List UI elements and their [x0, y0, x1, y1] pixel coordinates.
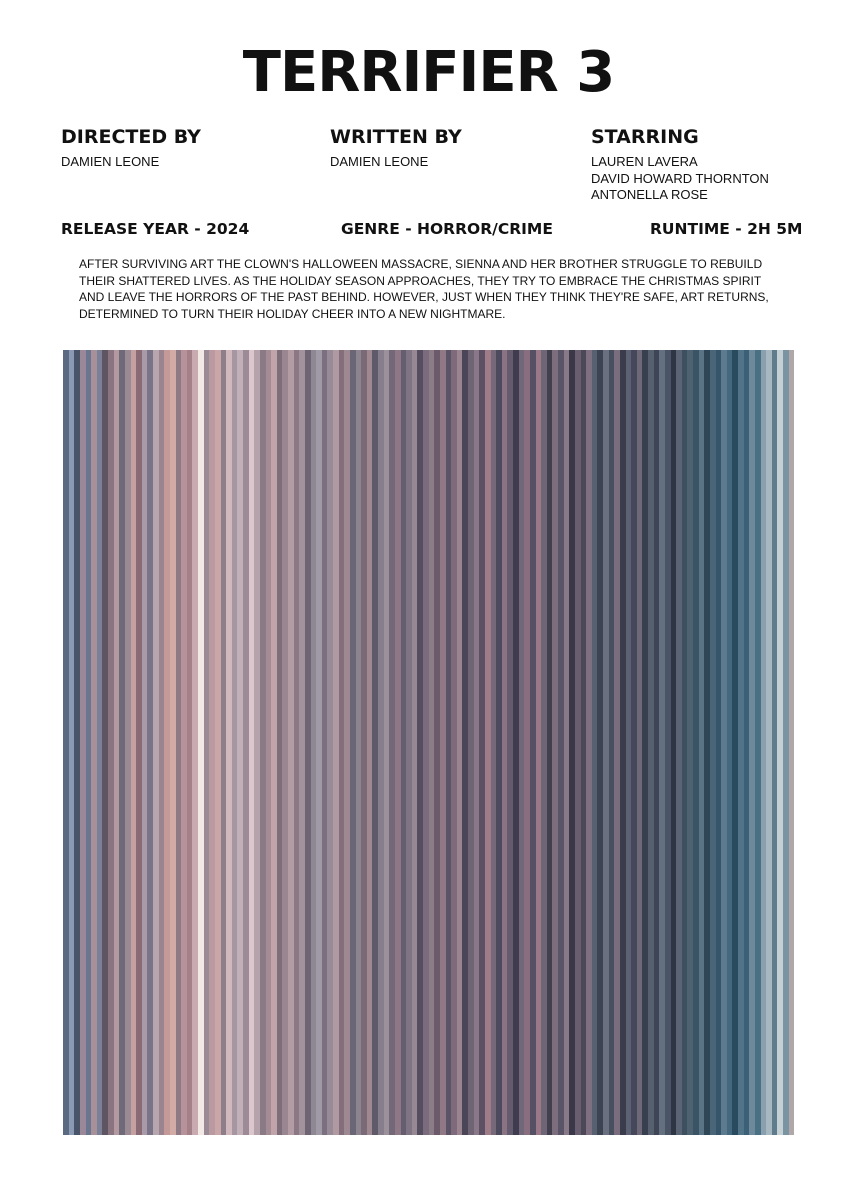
directed-by-block [61, 124, 201, 171]
written-by-block [330, 124, 462, 171]
starring-heading: STARRING [591, 126, 699, 148]
writer-names [330, 154, 462, 171]
cast-name: LAUREN LAVERA [591, 154, 698, 169]
cast-name: ANTONELLA ROSE [591, 187, 708, 202]
color-barcode [63, 350, 795, 1135]
director-names [61, 154, 201, 171]
cast-names [591, 154, 769, 204]
written-by-heading: WRITTEN BY [330, 126, 462, 148]
directed-by-heading: DIRECTED BY [61, 126, 201, 148]
runtime: RUNTIME - 2H 5M [650, 220, 803, 238]
writer-name: DAMIEN LEONE [330, 154, 429, 169]
genre: GENRE - HORROR/CRIME [341, 220, 553, 238]
release-year: RELEASE YEAR - 2024 [61, 220, 250, 238]
movie-title: TERRIFIER 3 [242, 40, 615, 105]
barcode-stripe [789, 350, 795, 1135]
starring-block [591, 124, 769, 204]
cast-name: DAVID HOWARD THORNTON [591, 170, 769, 186]
director-name: DAMIEN LEONE [61, 154, 160, 169]
synopsis: AFTER SURVIVING ART THE CLOWN'S HALLOWEEN MASSACRE, SIENNA AND HER BROTHER STRUGGLE TO REBUILD THEIR SHATTERED LIVES. AS THE HOLIDAY SEASON APPROACHES, THEY TRY TO EMBRACE THE CHRISTMAS SPIRIT AND LEAVE THE HORRORS OF THE PAST BEHIND. HOWEVER, JUST WHEN THEY THINK THEY'RE SAFE, ART RETURNS, DETERMINED TO TURN THEIR HOLIDAY CHEER INTO A NEW NIGHTMARE. [79, 257, 769, 321]
